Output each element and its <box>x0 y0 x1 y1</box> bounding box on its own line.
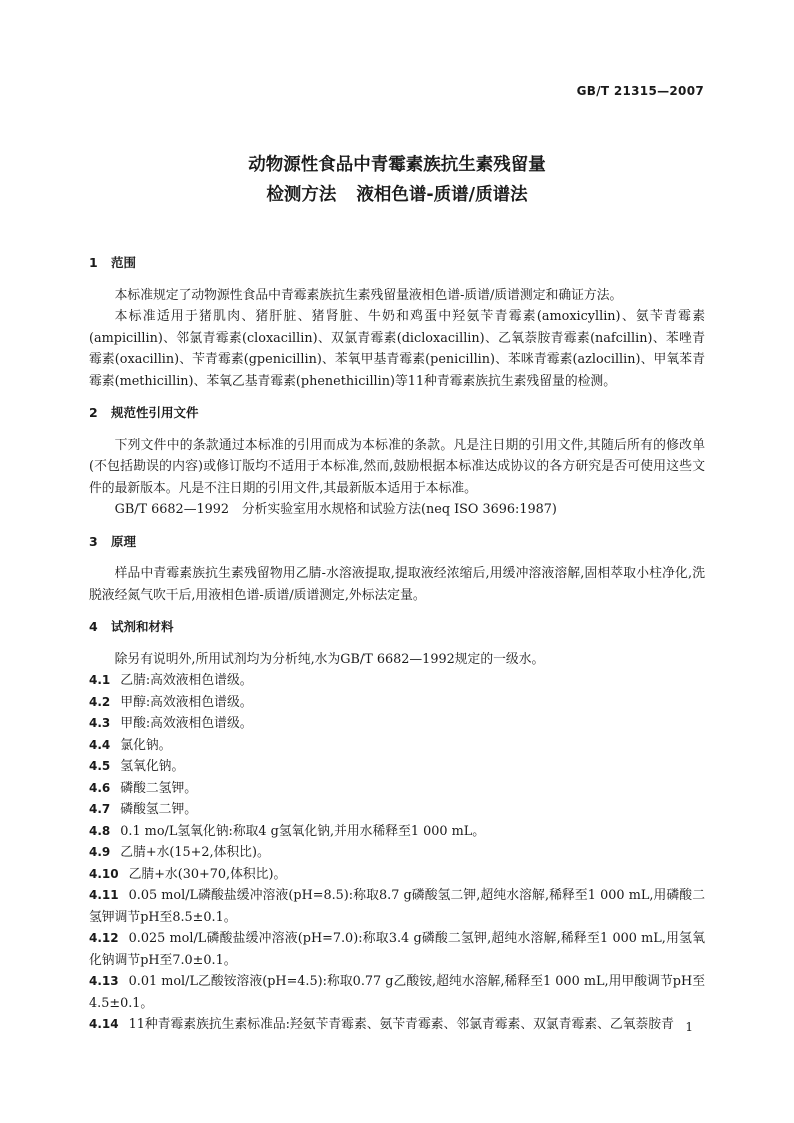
section-number: 4 <box>89 619 98 634</box>
document-body <box>89 248 705 1036</box>
section-title: 范围 <box>111 255 137 270</box>
item-text: 0.01 mol/L乙酸铵溶液(pH=4.5):称取0.77 g乙酸铵,超纯水溶解,稀释至1 000 mL,用甲酸调节pH至4.5±0.1。 <box>89 974 705 1011</box>
item-text: 磷酸氢二钾。 <box>120 802 198 817</box>
section-number: 1 <box>89 255 98 270</box>
paragraph: 样品中青霉素族抗生素残留物用乙腈-水溶液提取,提取液经浓缩后,用缓冲溶液溶解,固相萃取小柱净化,洗脱液经氮气吹干后,用液相色谱-质谱/质谱测定,外标法定量。 <box>89 566 705 603</box>
list-item <box>89 1014 705 1036</box>
list-item <box>89 735 705 757</box>
paragraph: 下列文件中的条款通过本标准的引用而成为本标准的条款。凡是注日期的引用文件,其随后所有的修改单(不包括勘误的内容)或修订版均不适用于本标准,然而,鼓励根据本标准达成协议的各方研究是否可使用这些文件的最新版本。凡是不注日期的引用文件,其最新版本适用于本标准。 <box>89 437 705 496</box>
item-text: 0.1 mo/L氢氧化钠:称取4 g氢氧化钠,并用水稀释至1 000 mL。 <box>120 823 485 839</box>
item-text: 乙腈:高效液相色谱级。 <box>120 673 253 688</box>
item-number: 4.8 <box>89 823 111 838</box>
paragraph: 本标准适用于猪肌肉、猪肝脏、猪肾脏、牛奶和鸡蛋中羟氨苄青霉素(amoxicyllin)、氨苄青霉素(ampicillin)、邻氯青霉素(cloxacillin)、双氯青霉素(dicloxacillin)、乙氧萘胺青霉素(nafcillin)、苯唑青霉素(oxacillin)、苄青霉素(gpenicillin)、苯氧甲基青霉素(penicillin)、苯咪青霉素(azlocillin)、甲氧苯青霉素(methicillin)、苯氧乙基青霉素(phenethicillin)等11种青霉素族抗生素残留量的检测。 <box>89 309 705 389</box>
list-item <box>89 864 705 886</box>
item-text: 0.025 mol/L磷酸盐缓冲溶液(pH=7.0):称取3.4 g磷酸二氢钾,超纯水溶解,稀释至1 000 mL,用氢氧化钠调节pH至7.0±0.1。 <box>89 931 705 968</box>
section-heading-reagents <box>89 616 705 638</box>
item-number: 4.6 <box>89 780 111 795</box>
item-number: 4.11 <box>89 888 119 902</box>
item-number: 4.14 <box>89 1017 119 1031</box>
standard-code: GB/T 21315—2007 <box>576 84 704 98</box>
section-title: 试剂和材料 <box>111 619 174 634</box>
item-number: 4.9 <box>89 845 111 859</box>
list-item <box>89 713 705 735</box>
title-line-1: 动物源性食品中青霉素族抗生素残留量 <box>248 155 546 175</box>
section-number: 2 <box>89 405 98 420</box>
item-text: 氢氧化钠。 <box>120 759 185 774</box>
list-item <box>89 778 705 800</box>
item-number: 4.4 <box>89 737 111 752</box>
item-number: 4.10 <box>89 866 119 881</box>
item-number: 4.3 <box>89 716 111 730</box>
section-title: 规范性引用文件 <box>111 405 199 420</box>
section-heading-principle <box>89 531 705 553</box>
item-number: 4.13 <box>89 974 119 988</box>
section-heading-normative-references <box>89 402 705 424</box>
item-text: 甲醇:高效液相色谱级。 <box>120 694 253 710</box>
list-item <box>89 756 705 778</box>
item-text: 乙腈+水(15+2,体积比)。 <box>120 845 270 860</box>
item-number: 4.7 <box>89 802 111 816</box>
reference-entry: GB/T 6682—1992 分析实验室用水规格和试验方法(neq ISO 3696:1987) <box>114 502 557 517</box>
list-item <box>89 842 705 864</box>
paragraph: 本标准规定了动物源性食品中青霉素族抗生素残留量液相色谱-质谱/质谱测定和确证方法。 <box>114 287 623 303</box>
item-number: 4.5 <box>89 759 111 773</box>
list-item <box>89 885 705 928</box>
section-number: 3 <box>89 533 98 549</box>
list-item <box>89 799 705 821</box>
section-title: 原理 <box>111 533 137 549</box>
paragraph: 除另有说明外,所用试剂均为分析纯,水为GB/T 6682—1992规定的一级水。 <box>114 651 545 667</box>
item-text: 0.05 mol/L磷酸盐缓冲溶液(pH=8.5):称取8.7 g磷酸氢二钾,超纯水溶解,稀释至1 000 mL,用磷酸二氢钾调节pH至8.5±0.1。 <box>89 888 705 925</box>
item-text: 11种青霉素族抗生素标准品:羟氨苄青霉素、氨苄青霉素、邻氯青霉素、双氯青霉素、乙氧萘胺青 <box>128 1017 674 1032</box>
section-heading-scope <box>89 252 705 274</box>
item-text: 氯化钠。 <box>120 737 172 753</box>
list-item <box>89 670 705 692</box>
item-number: 4.2 <box>89 694 111 709</box>
document-title <box>0 150 794 210</box>
item-text: 甲酸:高效液相色谱级。 <box>120 716 253 731</box>
item-number: 4.12 <box>89 931 119 945</box>
title-line-2b: 液相色谱-质谱/质谱法 <box>356 185 528 205</box>
title-line-2a: 检测方法 <box>266 185 337 205</box>
list-item <box>89 692 705 714</box>
item-text: 乙腈+水(30+70,体积比)。 <box>128 866 287 882</box>
list-item <box>89 928 705 971</box>
list-item <box>89 971 705 1014</box>
list-item <box>89 821 705 843</box>
page-number: 1 <box>685 1020 693 1034</box>
item-number: 4.1 <box>89 673 111 687</box>
title-line-2 <box>0 180 794 210</box>
item-text: 磷酸二氢钾。 <box>120 780 198 796</box>
